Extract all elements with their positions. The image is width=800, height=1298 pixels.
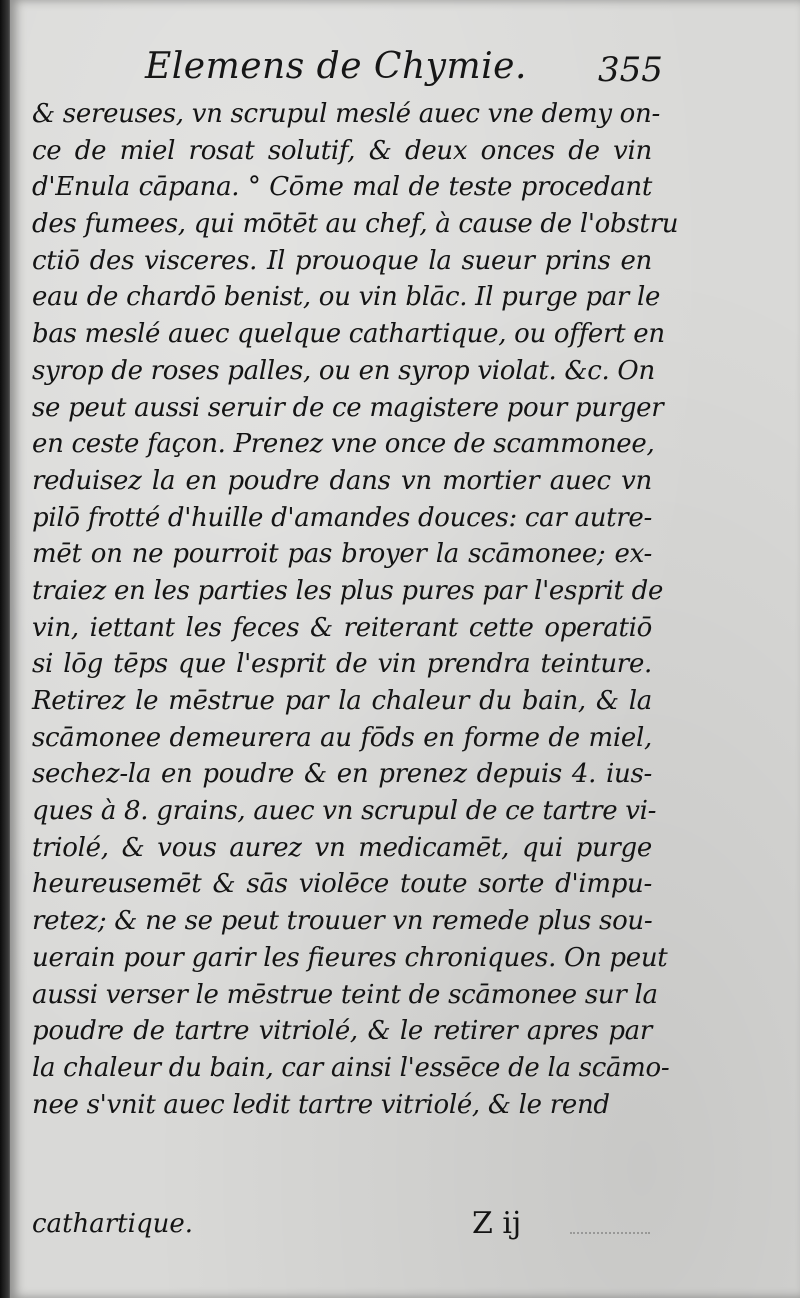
final-line-word: cathartique. [32, 1209, 193, 1239]
text-line: si lōg tēps que l'esprit de vin prendra teinture. [32, 649, 652, 680]
body-text [32, 96, 679, 1123]
text-line: & sereuses, vn scrupul meslé auec vne demy on- [32, 99, 660, 129]
text-line: aussi verser le mēstrue teint de scāmonee sur la [32, 979, 658, 1010]
text-line: sechez-la en poudre & en prenez depuis 4. ius- [32, 759, 652, 790]
page-footer [32, 1206, 652, 1246]
text-line: ques à 8. grains, auec vn scrupul de ce tartre vi- [32, 796, 657, 827]
running-head-title: Elemens de Chymie. [145, 46, 527, 87]
text-line: Retirez le mēstrue par la chaleur du bain, & la [32, 686, 652, 716]
text-line: ce de miel rosat solutif, & deux onces de vin [32, 135, 652, 166]
text-line: en ceste façon. Prenez vne once de scammonee, [32, 429, 655, 460]
text-line: syrop de roses palles, ou en syrop violat. &c. On [32, 355, 655, 386]
text-line: la chaleur du bain, car ainsi l'essēce de la scāmo- [32, 1052, 670, 1083]
text-line: poudre de tartre vitriolé, & le retirer apres par [32, 1016, 652, 1047]
text-line: traiez en les parties les plus pures par l'esprit de [32, 575, 664, 606]
text-line: d'Enula cāpana. ° Cōme mal de teste procedant [32, 172, 652, 203]
text-line: vin, iettant les feces & reiterant cette operatiō [32, 612, 652, 643]
text-line: eau de chardō benist, ou vin blāc. Il purge par le [32, 282, 661, 313]
signature-mark: Z ij [472, 1206, 522, 1241]
text-line: se peut aussi seruir de ce magistere pour purger [32, 392, 664, 423]
text-line: mēt on ne pourroit pas broyer la scāmonee; ex- [32, 539, 652, 570]
text-line: bas meslé auec quelque cathartique, ou offert en [32, 319, 665, 350]
text-line: triolé, & vous aurez vn medicamēt, qui purge [32, 832, 652, 863]
text-line: retez; & ne se peut trouuer vn remede plus sou- [32, 906, 653, 937]
running-head [10, 42, 800, 102]
text-line: nee s'vnit auec ledit tartre vitriolé, & le rend [32, 1089, 610, 1120]
text-line: des fumees, qui mōtēt au chef, à cause de l'obstru [32, 209, 679, 240]
text-line: uerain pour garir les fieures chroniques. On peut [32, 942, 668, 973]
text-line: pilō frotté d'huille d'amandes douces: car autre- [32, 502, 652, 533]
text-line: ctiō des visceres. Il prouoque la sueur prins en [32, 245, 652, 276]
text-line: scāmonee demeurera au fōds en forme de miel, [32, 722, 652, 753]
show-through-mark [570, 1232, 650, 1250]
text-line: heureusemēt & sās violēce toute sorte d'impu- [32, 869, 652, 900]
page-number: 355 [598, 50, 663, 90]
book-page [10, 0, 800, 1298]
text-line: reduisez la en poudre dans vn mortier auec vn [32, 465, 652, 496]
